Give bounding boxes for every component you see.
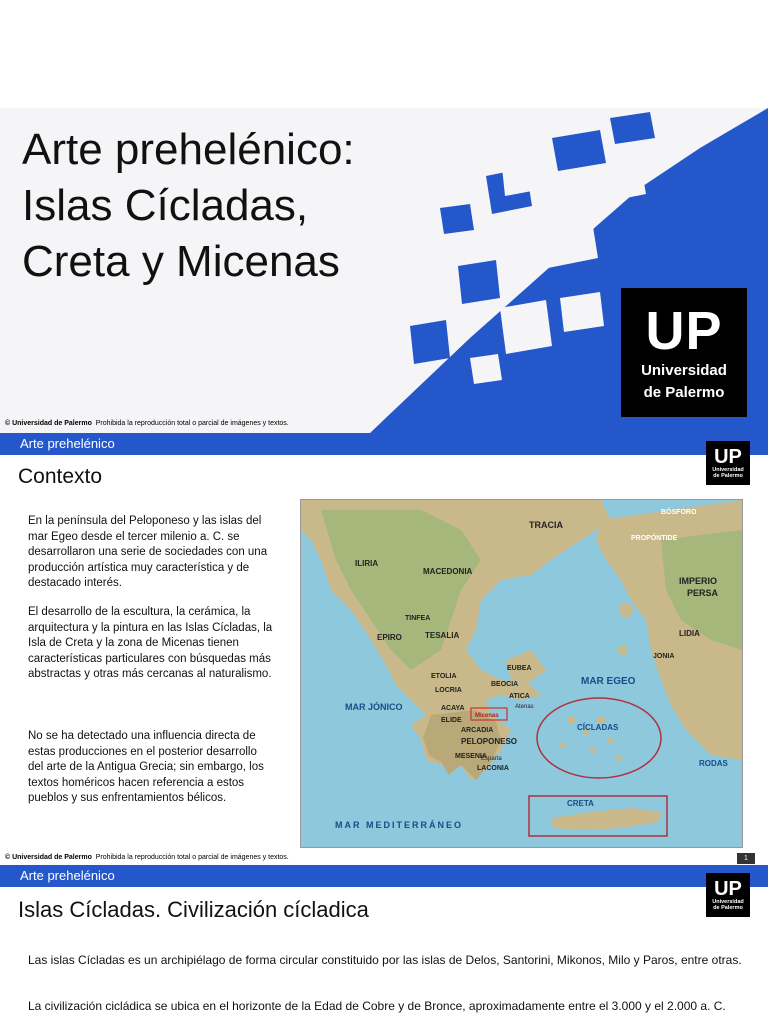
map-label-persa: PERSA <box>687 588 719 598</box>
map-label-peloponeso: PELOPONESO <box>461 737 518 746</box>
map-ancient-greece <box>300 499 743 848</box>
map-label-locria: LOCRIA <box>435 687 462 694</box>
map-label-bosforo: BÓSFORO <box>661 509 697 516</box>
paragraph-2: La civilización cicládica se ubica en el horizonte de la Edad de Cobre y de Bronce, aproximadamente entre el 3.000 y el 2.000 a. C. <box>28 999 726 1013</box>
logo-line-1: Universidad <box>712 899 744 905</box>
universidad-palermo-logo <box>706 873 750 917</box>
map-label-imperio: IMPERIO <box>679 576 718 586</box>
slide-heading: Islas Cícladas. Civilización cícladica <box>18 897 369 922</box>
page-number: 1 <box>737 853 755 864</box>
slide-heading: Contexto <box>18 465 103 488</box>
map-label-epiro: EPIRO <box>377 633 402 642</box>
section-bar <box>0 433 768 455</box>
logo-up-text: UP <box>714 446 742 468</box>
map-label-cicladas: CÍCLADAS <box>577 723 619 732</box>
map-label-jonia: JONIA <box>653 653 675 660</box>
map-label-etolia: ETOLIA <box>431 673 457 680</box>
map-label-propontide: PROPÓNTIDE <box>631 535 678 542</box>
map-label-laconia: LACONIA <box>477 765 509 772</box>
map-label-lidia: LIDIA <box>679 629 700 638</box>
map-label-tesalia: TESALIA <box>425 631 460 640</box>
logo-line-1: Universidad <box>712 467 744 473</box>
copyright-text: Prohibida la reproducción total o parcial de imágenes y textos. <box>95 854 289 861</box>
title-line-2: Islas Cícladas, <box>22 181 309 230</box>
map-label-tinfea: TINFEA <box>405 615 431 622</box>
universidad-palermo-logo <box>621 288 747 417</box>
logo-line-2: de Palermo <box>643 384 725 401</box>
paragraph-1: En la península del Peloponeso y las islas del mar Egeo desde el tercer milenio a. C. se desarrollaron una serie de sociedades con una producción artística muy característica y de destacado interés. <box>28 515 268 589</box>
map-label-iliria: ILIRIA <box>355 559 379 568</box>
map-label-beocia: BEOCIA <box>491 681 519 688</box>
logo-up-text: UP <box>714 878 742 900</box>
logo-up-text: UP <box>645 301 723 361</box>
cycladic-slide <box>0 865 768 1024</box>
universidad-palermo-logo <box>706 441 750 485</box>
map-label-eubea: EUBEA <box>507 665 532 672</box>
map-label-creta: CRETA <box>567 799 594 808</box>
map-label-arcadia: ARCADIA <box>461 727 494 734</box>
map-label-mar-mediterraneo: MAR MEDITERRÁNEO <box>335 820 463 830</box>
map-label-mesenia: MESENIA <box>455 753 487 760</box>
copyright-notice <box>5 854 289 861</box>
map-label-mar-egeo: MAR EGEO <box>581 676 636 687</box>
copyright-owner: © Universidad de Palermo <box>5 854 92 861</box>
context-slide <box>0 433 768 865</box>
section-label: Arte prehelénico <box>20 868 115 883</box>
map-label-macedonia: MACEDONIA <box>423 567 473 576</box>
map-label-mar-jonico: MAR JÓNICO <box>345 702 403 712</box>
copyright-text: Prohibida la reproducción total o parcial de imágenes y textos. <box>95 420 289 427</box>
presentation-title <box>22 122 452 290</box>
title-line-3: Creta y Micenas <box>22 237 340 286</box>
paragraph-1: Las islas Cícladas es un archipiélago de forma circular constituido por las islas de Delos, Santorini, Mikonos, Milo y Paros, entre otras. <box>28 953 742 967</box>
copyright-notice <box>5 420 289 427</box>
logo-line-2: de Palermo <box>713 905 743 911</box>
section-label: Arte prehelénico <box>20 436 115 451</box>
logo-line-1: Universidad <box>641 362 727 379</box>
title-line-1: Arte prehelénico: <box>22 125 355 174</box>
title-slide <box>0 108 768 433</box>
map-label-micenas: Micenas <box>475 713 499 719</box>
section-bar <box>0 865 768 887</box>
map-label-atica: ATICA <box>509 693 530 700</box>
map-label-rodas: RODAS <box>699 759 728 768</box>
paragraph-2: El desarrollo de la escultura, la cerámica, la arquitectura y la pintura en las Islas Cícladas, la Isla de Creta y la zona de Micenas tienen características particulares con búsquedas más abstractas y otras más cercanas al naturalismo. <box>28 606 273 680</box>
map-label-elide: ELIDE <box>441 717 462 724</box>
logo-line-2: de Palermo <box>713 473 743 479</box>
map-label-acaya: ACAYA <box>441 705 465 712</box>
map-label-tracia: TRACIA <box>529 520 563 530</box>
copyright-owner: © Universidad de Palermo <box>5 420 92 427</box>
map-label-atenas: Atenas <box>515 704 534 710</box>
map-label-esparta: Esparta <box>481 756 502 762</box>
paragraph-3: No se ha detectado una influencia directa de estas producciones en el posterior desarrollo del arte de la Antigua Grecia; sin embargo, los textos homéricos hacen referencia a estos pueblos y sus enfrentamientos bélicos. <box>28 730 264 804</box>
